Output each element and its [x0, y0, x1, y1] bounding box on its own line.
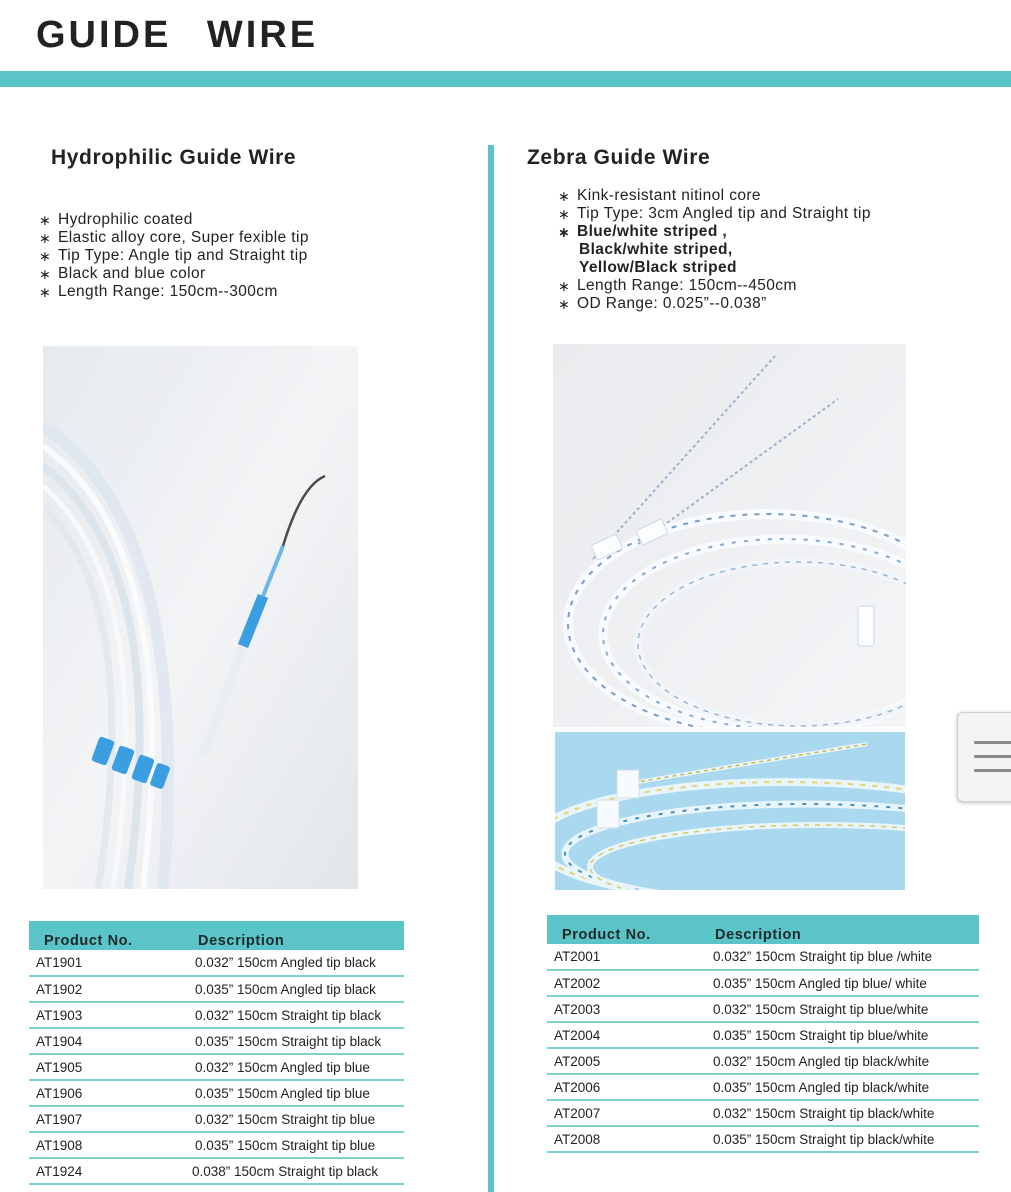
description-cell: 0.035” 150cm Angled tip blue/ white — [709, 970, 979, 996]
table-row — [547, 996, 979, 1022]
header-accent-bar — [0, 71, 1011, 87]
product-no-cell: AT2004 — [547, 1022, 709, 1048]
product-no-header: Product No. — [29, 921, 191, 950]
menu-icon-line — [974, 755, 1011, 758]
description-cell: 0.035” 150cm Angled tip blue — [191, 1080, 404, 1106]
zebra-feature-list — [557, 187, 871, 313]
product-no-cell: AT2008 — [547, 1126, 709, 1152]
product-no-cell: AT1906 — [29, 1080, 191, 1106]
table-row — [29, 1080, 404, 1106]
table-row — [547, 1100, 979, 1126]
feature-item: ∗ Blue/white striped , — [557, 223, 871, 241]
product-no-cell: AT2003 — [547, 996, 709, 1022]
table-row — [29, 1158, 404, 1184]
product-no-cell: AT2002 — [547, 970, 709, 996]
product-no-cell: AT2007 — [547, 1100, 709, 1126]
table-row — [547, 1048, 979, 1074]
table-row — [547, 1074, 979, 1100]
feature-item: ∗ Kink-resistant nitinol core — [557, 187, 871, 205]
product-no-cell: AT1904 — [29, 1028, 191, 1054]
table-header-row — [29, 921, 404, 950]
description-header: Description — [709, 915, 979, 944]
description-cell: 0.032” 150cm Straight tip blue /white — [709, 944, 979, 970]
product-no-cell: AT1901 — [29, 950, 191, 976]
description-cell: 0.032” 150cm Angled tip black/white — [709, 1048, 979, 1074]
description-cell: 0.032” 150cm Straight tip blue — [191, 1106, 404, 1132]
description-cell: 0.038” 150cm Straight tip black — [191, 1158, 404, 1184]
description-cell: 0.035” 150cm Angled tip black/white — [709, 1074, 979, 1100]
feature-item: ∗ Length Range: 150cm--300cm — [38, 283, 309, 301]
table-row — [29, 1002, 404, 1028]
description-cell: 0.035” 150cm Straight tip blue — [191, 1132, 404, 1158]
zebra-wire-closeup-photo — [555, 732, 905, 890]
hydrophilic-section-title: Hydrophilic Guide Wire — [51, 146, 297, 169]
product-no-header: Product No. — [547, 915, 709, 944]
menu-icon-line — [974, 741, 1011, 744]
product-no-cell: AT1907 — [29, 1106, 191, 1132]
zebra-section-title: Zebra Guide Wire — [527, 146, 711, 169]
product-no-cell: AT1924 — [29, 1158, 191, 1184]
zebra-product-table — [547, 915, 979, 1153]
feature-item-continued: Yellow/Black striped — [579, 259, 737, 276]
page-title: GUIDE WIRE — [36, 14, 319, 56]
product-no-cell: AT1905 — [29, 1054, 191, 1080]
hydrophilic-wire-photo — [43, 346, 358, 889]
table-row — [547, 1022, 979, 1048]
product-no-cell: AT1908 — [29, 1132, 191, 1158]
description-cell: 0.035” 150cm Straight tip blue/white — [709, 1022, 979, 1048]
description-cell: 0.032” 150cm Angled tip blue — [191, 1054, 404, 1080]
feature-item: ∗ Black and blue color — [38, 265, 309, 283]
table-row — [29, 976, 404, 1002]
description-cell: 0.032” 150cm Straight tip black/white — [709, 1100, 979, 1126]
menu-icon-line — [974, 769, 1011, 772]
table-row — [547, 944, 979, 970]
table-row — [29, 950, 404, 976]
table-row — [29, 1054, 404, 1080]
product-no-cell: AT1903 — [29, 1002, 191, 1028]
table-row — [29, 1106, 404, 1132]
table-row — [29, 1132, 404, 1158]
description-cell: 0.035” 150cm Straight tip black — [191, 1028, 404, 1054]
description-cell: 0.032” 150cm Straight tip blue/white — [709, 996, 979, 1022]
feature-item: ∗ Hydrophilic coated — [38, 211, 309, 229]
column-divider — [488, 145, 494, 1192]
description-cell: 0.032” 150cm Angled tip black — [191, 950, 404, 976]
feature-item-continued: Black/white striped, — [579, 241, 733, 258]
menu-toggle-button[interactable] — [957, 712, 1011, 802]
table-row — [547, 1126, 979, 1152]
feature-item: ∗ Length Range: 150cm--450cm — [557, 277, 871, 295]
product-no-cell: AT1902 — [29, 976, 191, 1002]
description-cell: 0.032” 150cm Straight tip black — [191, 1002, 404, 1028]
description-cell: 0.035” 150cm Straight tip black/white — [709, 1126, 979, 1152]
table-row — [547, 970, 979, 996]
description-header: Description — [191, 921, 404, 950]
product-no-cell: AT2001 — [547, 944, 709, 970]
feature-item: ∗ Tip Type: Angle tip and Straight tip — [38, 247, 309, 265]
feature-item: ∗ Elastic alloy core, Super fexible tip — [38, 229, 309, 247]
table-row — [29, 1028, 404, 1054]
hydrophilic-feature-list — [38, 211, 309, 301]
zebra-wire-coil-photo — [553, 344, 906, 727]
product-no-cell: AT2006 — [547, 1074, 709, 1100]
feature-item: ∗ OD Range: 0.025”--0.038” — [557, 295, 871, 313]
feature-item: ∗ Tip Type: 3cm Angled tip and Straight tip — [557, 205, 871, 223]
product-no-cell: AT2005 — [547, 1048, 709, 1074]
table-header-row — [547, 915, 979, 944]
hydrophilic-product-table — [29, 921, 404, 1185]
description-cell: 0.035” 150cm Angled tip black — [191, 976, 404, 1002]
